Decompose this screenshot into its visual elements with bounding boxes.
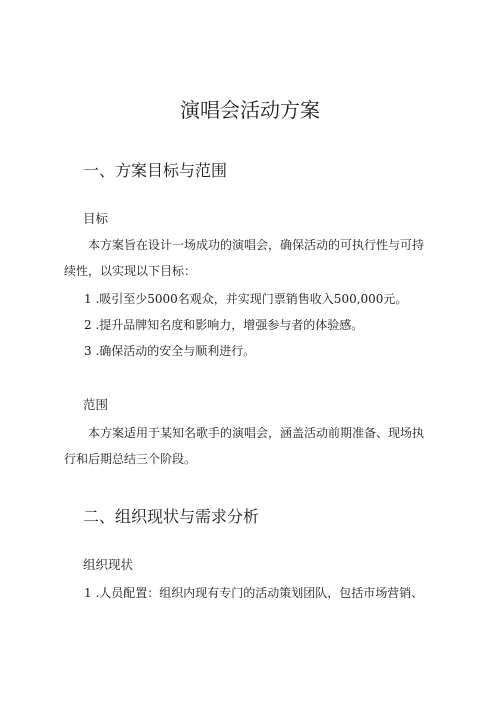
goal-intro-line-2: 续性，以实现以下目标： bbox=[64, 264, 197, 278]
goal-list-item-2: 2 .提升品牌知名度和影响力，增强参与者的体验感。 bbox=[84, 318, 364, 332]
section-heading-status-analysis: 二、组织现状与需求分析 bbox=[83, 507, 260, 526]
subheading-scope: 范围 bbox=[83, 397, 109, 412]
goal-intro-line-1: 本方案旨在设计一场成功的演唱会，确保活动的可执行性与可持 bbox=[88, 238, 425, 252]
subheading-org-status: 组织现状 bbox=[83, 557, 134, 572]
goal-list-item-3: 3 .确保活动的安全与顺利进行。 bbox=[84, 344, 256, 358]
subheading-goal: 目标 bbox=[83, 211, 109, 226]
goal-list-item-1: 1 .吸引至少5000名观众，并实现门票销售收入500,000元。 bbox=[84, 292, 408, 306]
document-title: 演唱会活动方案 bbox=[180, 98, 320, 122]
section-heading-goals-scope: 一、方案目标与范围 bbox=[83, 161, 228, 180]
status-list-item-1: 1 .人员配置：组织内现有专门的活动策划团队，包括市场营销、 bbox=[84, 586, 424, 600]
scope-line-2: 行和后期总结三个阶段。 bbox=[64, 452, 197, 466]
scope-line-1: 本方案适用于某知名歌手的演唱会，涵盖活动前期准备、现场执 bbox=[88, 426, 425, 440]
